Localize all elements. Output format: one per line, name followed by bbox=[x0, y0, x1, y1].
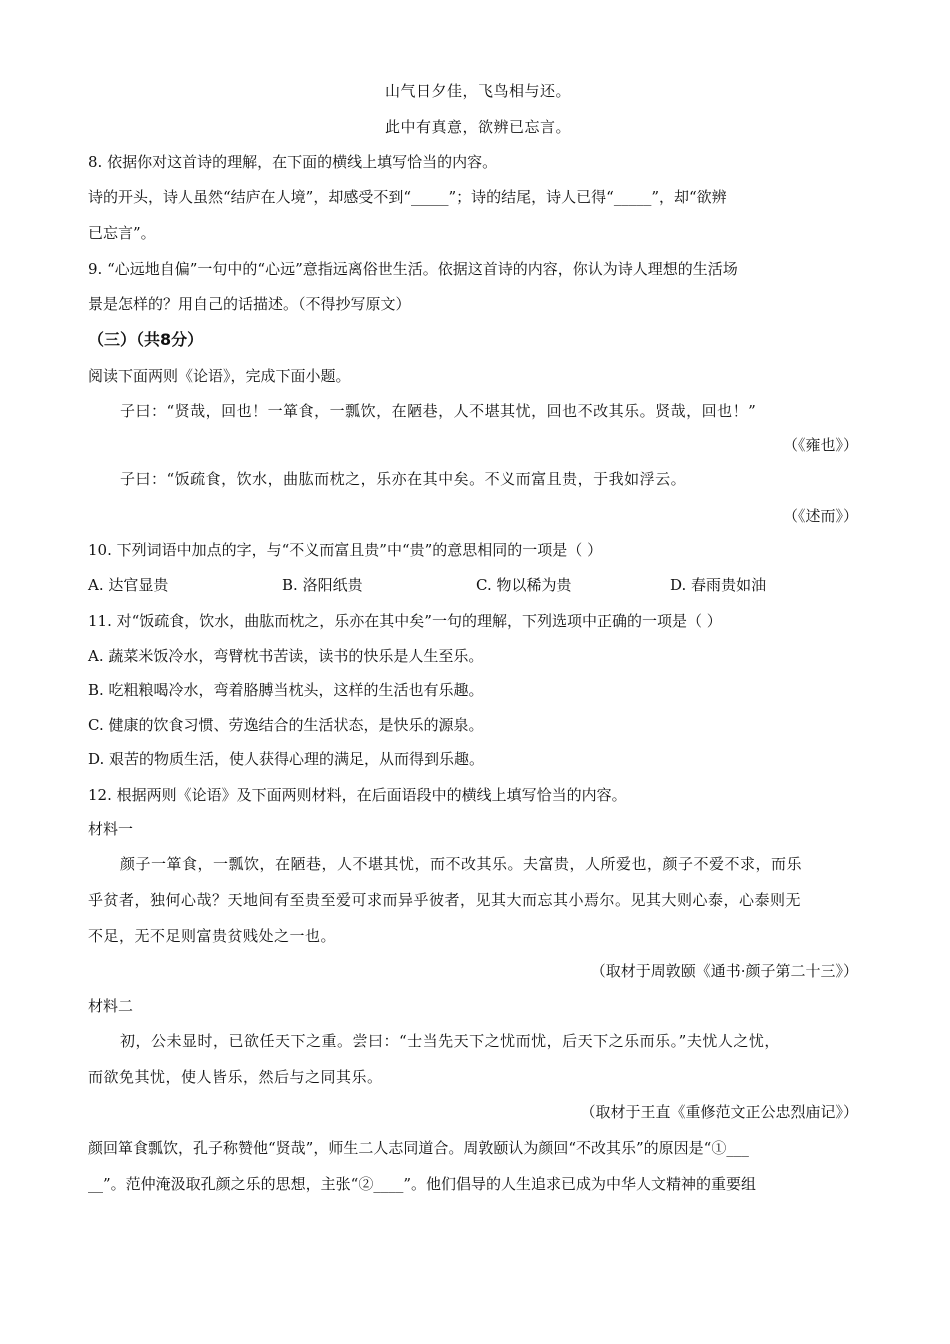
material-1-source: （取材于周敦颐《通书·颜子第二十三》） bbox=[590, 962, 858, 980]
q10-option-b[interactable] bbox=[282, 574, 363, 596]
section-3-heading: （三）（共8分） bbox=[88, 330, 204, 349]
question-12-stem: 12. 根据两则《论语》及下面两则材料，在后面语段中的横线上填写恰当的内容。 bbox=[88, 786, 627, 804]
q10-option-a[interactable] bbox=[88, 574, 168, 596]
option-text: 春雨 bbox=[691, 576, 722, 594]
option-label: A. bbox=[88, 576, 104, 594]
option-label: B. bbox=[282, 576, 298, 594]
poem-line-2: 此中有真意，欲辨已忘言。 bbox=[384, 118, 571, 136]
question-12-passage-line-2: __”。范仲淹汲取孔颜之乐的思想，主张“②____”。他们倡导的人生追求已成为中华人文精神的重要组 bbox=[88, 1175, 757, 1193]
material-2-source: （取材于王直《重修范文正公忠烈庙记》） bbox=[580, 1103, 858, 1121]
material-1-title: 材料一 bbox=[88, 820, 134, 838]
question-8-body-line-1: 诗的开头，诗人虽然“结庐在人境”，却感受不到“_____”；诗的结尾，诗人已得“_____”，却“欲辨 bbox=[88, 188, 727, 206]
material-1-line-3: 不足，无不足则富贵贫贱处之一也。 bbox=[88, 927, 337, 945]
q11-option-d[interactable]: D. 艰苦的物质生活，使人获得心理的满足，从而得到乐趣。 bbox=[88, 750, 485, 768]
question-10-stem: 10. 下列词语中加点的字，与“不义而富且贵”中“贵”的意思相同的一项是（ ） bbox=[88, 541, 603, 559]
q11-option-c[interactable]: C. 健康的饮食习惯、劳逸结合的生活状态，是快乐的源泉。 bbox=[88, 716, 484, 734]
question-8-body-line-2: 已忘言”。 bbox=[88, 224, 156, 242]
dotted-char: 贵 bbox=[153, 576, 169, 594]
q10-option-d[interactable] bbox=[670, 574, 766, 596]
option-text: 物以稀为 bbox=[496, 576, 557, 594]
question-9-line-1: 9. “心远地自偏”一句中的“心远”意指远离俗世生活。依据这首诗的内容，你认为诗人理想的生活场 bbox=[88, 260, 738, 278]
option-text: 达官显 bbox=[108, 576, 154, 594]
q11-option-a[interactable]: A. 蔬菜米饭冷水，弯臂枕书苦读，读书的快乐是人生至乐。 bbox=[88, 647, 484, 665]
q10-option-c[interactable] bbox=[476, 574, 572, 596]
question-8-stem: 8. 依据你对这首诗的理解，在下面的横线上填写恰当的内容。 bbox=[88, 153, 498, 171]
question-12-passage-line-1: 颜回箪食瓢饮，孔子称赞他“贤哉”，师生二人志同道合。周敦颐认为颜回“不改其乐”的原因是“①___ bbox=[88, 1139, 749, 1157]
dotted-char: 贵 bbox=[721, 576, 737, 594]
section-3-intro: 阅读下面两则《论语》，完成下面小题。 bbox=[88, 367, 351, 385]
option-text: 洛阳纸 bbox=[302, 576, 348, 594]
question-11-stem: 11. 对“饭疏食，饮水，曲肱而枕之，乐亦在其中矣”一句的理解，下列选项中正确的一项是（ ） bbox=[88, 612, 722, 630]
poem-line-1: 山气日夕佳，飞鸟相与还。 bbox=[384, 82, 571, 100]
material-1-line-1: 颜子一箪食，一瓢饮，在陋巷，人不堪其忧，而不改其乐。夫富贵，人所爱也，颜子不爱不求，而乐 bbox=[120, 855, 803, 873]
option-label: D. bbox=[670, 576, 687, 594]
lunyu-source-1: （《雍也》） bbox=[782, 436, 858, 454]
lunyu-quote-2: 子曰：“饭疏食，饮水，曲肱而枕之，乐亦在其中矣。不义而富且贵，于我如浮云。 bbox=[120, 470, 687, 488]
lunyu-source-2: （《述而》） bbox=[782, 507, 858, 525]
option-text-tail: 如油 bbox=[736, 576, 767, 594]
option-label: C. bbox=[476, 576, 492, 594]
material-2-line-2: 而欲免其忧，使人皆乐，然后与之同其乐。 bbox=[88, 1068, 383, 1086]
question-10-options bbox=[88, 574, 868, 596]
material-2-title: 材料二 bbox=[88, 997, 134, 1015]
material-2-line-1: 初，公未显时，已欲任天下之重。尝曰：“士当先天下之忧而忧，后天下之乐而乐。”夫忧人之忧， bbox=[120, 1032, 780, 1050]
material-1-line-2: 乎贫者，独何心哉？天地间有至贵至爱可求而异乎彼者，见其大而忘其小焉尔。见其大则心泰，心泰则无 bbox=[88, 891, 802, 909]
question-9-line-2: 景是怎样的？用自己的话描述。（不得抄写原文） bbox=[88, 295, 411, 313]
q11-option-b[interactable]: B. 吃粗粮喝冷水，弯着胳膊当枕头，这样的生活也有乐趣。 bbox=[88, 681, 484, 699]
dotted-char: 贵 bbox=[347, 576, 363, 594]
dotted-char: 贵 bbox=[556, 576, 572, 594]
lunyu-quote-1: 子曰：“贤哉，回也！一箪食，一瓢饮，在陋巷，人不堪其忧，回也不改其乐。贤哉，回也！” bbox=[120, 402, 757, 420]
